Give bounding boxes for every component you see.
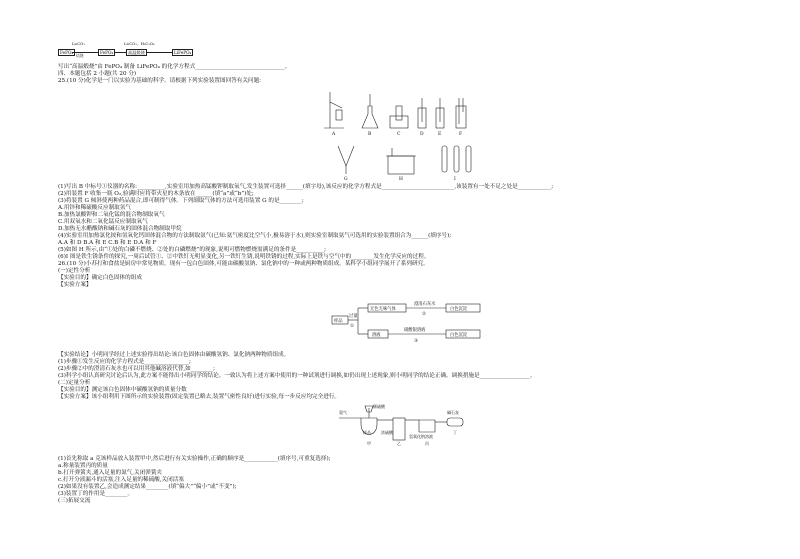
scheme-step3: ③: [414, 339, 418, 344]
flow-box3-label: 高温煅烧: [128, 50, 145, 55]
scheme-solution-box: 溶液: [372, 333, 381, 338]
q26-intro: 26.(10 分)小苏打和食盐是厨房中常见物质。现有一包白色固体,可能由碳酸氢钠、氯化钠中的一种或两种物质组成。某科学小组同学展开了系列研究。: [58, 261, 429, 267]
scheme-step2: ②: [422, 312, 426, 317]
scheme-step1: ①: [350, 324, 354, 329]
quant-label-n2: 氮气: [339, 410, 347, 415]
flow-step1-label: 焙烧: [76, 53, 84, 58]
flow-box2: FePO₄: [100, 50, 114, 55]
q26-section1: (一)定性分析: [58, 268, 91, 274]
quant-label-sample: 样品: [363, 430, 371, 435]
flow-step1-reagent: Li₂CO₃: [72, 41, 85, 46]
q25-part3: (3)将装置 G 倾斜使两种药品混合,即可制得气体。下列制取气体的方法可选用装置 G 的是________;: [58, 198, 304, 204]
quantitative-apparatus-diagram: [335, 404, 475, 448]
q26-quant-1: (1)首先称取 a 克该样品放入装置甲中,然后进行有关实验操作,正确的顺序是____________(填序号,可重复选择);: [58, 456, 331, 462]
q25-part4-options: A.A 和 D B.A 和 E C.B 和 E D.A 和 F: [58, 240, 157, 246]
apparatus-label-g: G: [344, 177, 348, 182]
q25-option-d: D.加热无水醋酸钠和碱石灰的固体混合物制取甲烷: [58, 226, 182, 232]
apparatus-label-a: A: [332, 132, 336, 137]
q25-part1: (1)写出 B 中标号①仪器的名称:__________,实验室用加热高锰酸钾制取氧气,发生装置可选择______(填字母),该反应的化学方程式是__________________________,该装置有一处不足之处是____________;: [58, 184, 554, 190]
scheme-result-bottom: 白色沉淀: [450, 333, 468, 338]
apparatus-figure-a-f: [320, 88, 480, 138]
apparatus-label-f: F: [459, 132, 463, 137]
q26-purpose2: 【实验目的】测定该白色固体中碳酸氢钠的质量分数: [58, 387, 187, 393]
scheme-result-top: 白色沉淀: [450, 307, 468, 312]
flow-output-box: LiFePO₄: [174, 50, 192, 55]
q26-step-b: b.打开弹簧夹,通入足量的氮气,关闭弹簧夹: [58, 470, 163, 476]
apparatus-label-b: B: [368, 132, 372, 137]
scheme-sample: 样品: [334, 319, 343, 324]
flow-box3-formula: Li₂CO₃、H₂C₂O₄: [124, 41, 155, 46]
q25-intro: 25.(10 分)化学是一门以实验为基础的科学。请根据下列实验装置图回答有关问题:: [58, 78, 262, 84]
q26-conclusion: 【实验结论】小明同学经过上述实验得出结论:该白色固体由碳酸氢钠、氯化钠两种物质组成。: [58, 352, 290, 358]
q26-section2: (二)定量分析: [58, 380, 91, 386]
line-equation-prompt: 写出“高温煅烧”由 FePO₄ 制备 LiFePO₄ 的化学方程式________________________________。: [58, 64, 291, 70]
quant-label-ding: 丁: [453, 430, 457, 435]
q26-sub3: (3)科学小组认真研究讨论后认为,此方案不能得出小明同学的结论。一致认为将上述方案中使用的一种试剂进行调换,如仍出现上述现象,则小明同学的结论正确。调换措施是__________________。: [58, 373, 536, 379]
apparatus-label-c: C: [397, 132, 401, 137]
q26-quant-3: (3)装置丁的作用是________。: [58, 491, 134, 497]
q26-sub2: (2)步骤②中的澄清石灰水也可以用其他碱溶液代替,如________;: [58, 366, 216, 372]
q25-part6: (6)I 图是铁生锈条件的探究,一周后试管①、②中铁钉无明显变化,另一铁钉生锈,说明铁锈的过程,实际上是铁与空气中的________发生化学反应的过程。: [58, 254, 430, 260]
quant-label-naoh: 氢氧化钠溶液: [409, 434, 433, 439]
apparatus-label-h: H: [399, 177, 403, 182]
apparatus-label-i: I: [454, 177, 456, 182]
process-flow-diagram: [58, 39, 228, 57]
q26-section3: (三)拓展交流: [58, 498, 91, 504]
scheme-gas-box: 无色无味气体: [370, 307, 396, 312]
apparatus-figure-g-i: [330, 140, 480, 182]
scheme-reagent-top: 澄清石灰水: [414, 302, 436, 307]
q26-quant-scheme: 【实验方案】该小组利用下图所示的实验装置(固定装置已略去,装置气密性良好)进行实验,每一步反应均完全进行。: [58, 394, 341, 400]
q25-part2: (2)用装置 F 收集一瓶 O₂,验满时应将带火星的木条放在______(填“a”或“b”)处;: [58, 191, 254, 197]
q25-option-b: B.加热氯酸钾和二氧化锰的混合物制取氧气: [58, 212, 165, 218]
flow-input-box: FePO₄: [60, 50, 74, 55]
q26-step-c: c.打开分液漏斗的活塞,注入足量的稀硫酸,关闭活塞: [58, 477, 184, 483]
scheme-reagent1: 过量: [349, 314, 358, 319]
quant-label-jia: 甲: [367, 441, 371, 446]
apparatus-label-e: E: [438, 132, 442, 137]
q25-part5: (5)如图 H 所示,由“①处的白磷不燃烧、②处的白磷燃烧”的现象,说明可燃物燃烧需满足的条件是__________;: [58, 247, 327, 253]
q25-option-a: A.用锌和稀硫酸反应制取氢气: [58, 205, 131, 211]
section-four-heading: 四、本题包括 2 小题(共 20 分): [58, 71, 137, 77]
q26-scheme-heading: 【实验方案】: [58, 282, 92, 288]
q26-sub1: (1)步骤①发生反应的化学方程式是________________;: [58, 359, 191, 365]
q26-quant-2: (2)如果没有装置乙,会造成测定结果________(填“偏大”“偏小”或“不变”);: [58, 484, 237, 490]
experiment-scheme-diagram: [330, 300, 500, 344]
apparatus-label-d: D: [420, 132, 424, 137]
q25-part4: (4)实验室用加热氯化铵和氢氧化钙固体混合物的方法制取氨气(已知:氨气密度比空气小,极易溶于水),则实验室制取氨气可选用的实验装置组合为______(填序号);: [58, 233, 452, 239]
scheme-reagent-bottom: 硝酸银溶液: [404, 328, 426, 333]
quant-label-nongliusuan: 浓硫酸: [381, 430, 393, 435]
q25-option-c: C.用双氧水和二氧化锰反应制取氧气: [58, 219, 148, 225]
quant-label-jianshihui: 碱石灰: [447, 410, 459, 415]
quant-label-bing: 丙: [425, 441, 429, 446]
q26-step-a: a.称量装置丙的质量: [58, 463, 108, 469]
quant-label-yi: 乙: [397, 441, 401, 446]
quant-label-acid: 稀硫酸: [373, 404, 385, 409]
q26-purpose1: 【实验目的】确定白色固体的组成: [58, 275, 142, 281]
